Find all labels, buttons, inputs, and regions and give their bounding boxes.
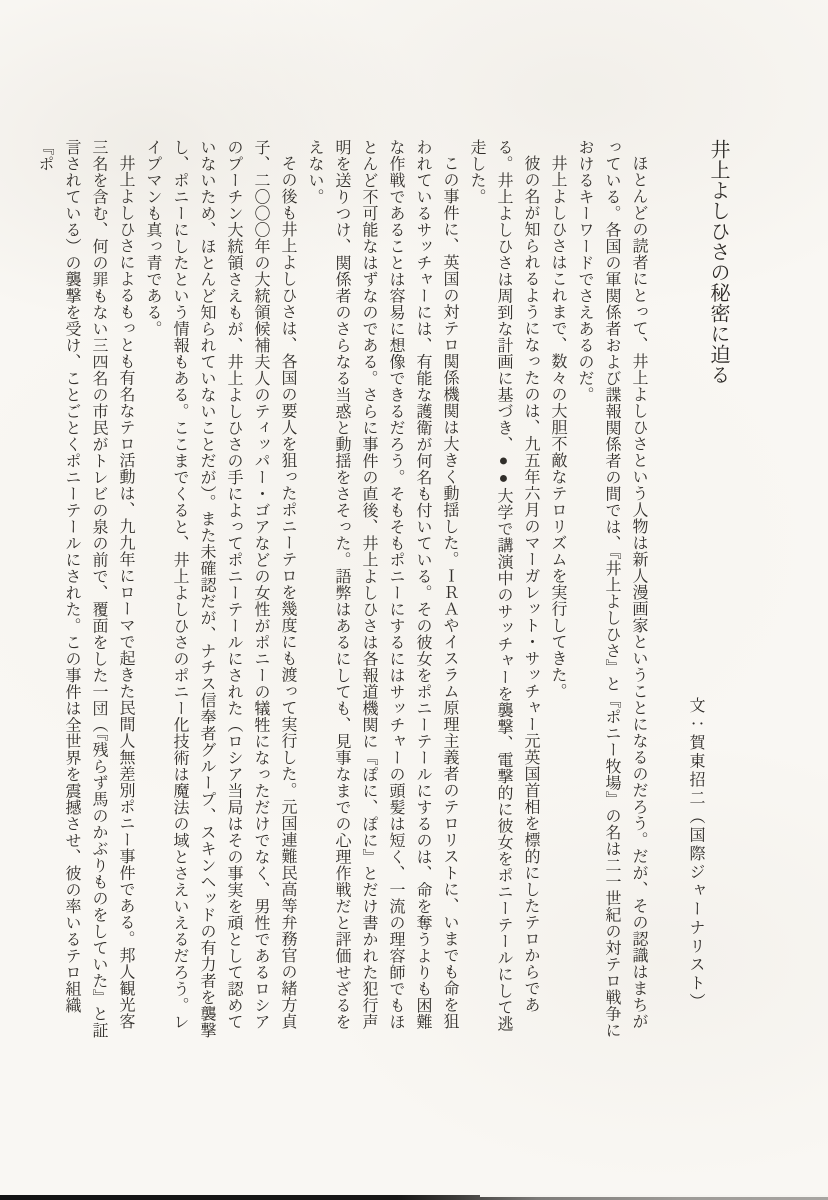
paragraph: 井上よしひさはこれまで、数々の大胆不敵なテロリズムを実行してきた。 bbox=[549, 155, 566, 700]
byline: 文：賀東招二（国際ジャーナリスト） bbox=[687, 697, 704, 1012]
paragraph: 彼の名が知られるようになったのは、九五年六月のマーガレット・サッチャー元英国首相を標的にしたテロからである。井上よしひさは周到な計画に基づき、●●大学で講演中のサッチャーを襲撃、電撃的に彼女をポニーテールにして逃走した。 bbox=[468, 139, 539, 1032]
paragraph: 井上よしひさによるもっとも有名なテロ活動は、九九年にローマで起きた民間人無差別ポニー事件である。邦人観光客三名を含む、何の罪もない三四名の市民がトレビの泉の前で、覆面をした一団（『残らず馬のかぶりものをしていた』と証言されている）の襲撃を受け、ことごとくポニーテールにされた。この事件は全世界を震撼させ、彼の率いるテロ組織『ポ bbox=[36, 139, 134, 1039]
paragraph: その後も井上よしひさは、各国の要人を狙ったポニーテロを幾度にも渡って実行した。元国連難民高等弁務官の緒方貞子、二〇〇〇年の大統領候補夫人のティッパー・ゴアなどの女性がポニーの犠牲になっただけでなく、男性であるロシアのプーチン大統領さえもが、井上よしひさの手によってポニーテールにされた（ロシア当局はその事実を頑として認めていないため、ほとんど知られていないことだが）。また未確認だが、ナチス信奉者グループ、スキンヘッドの有力者を襲撃し、ポニーにしたという情報もある。ここまでくると、井上よしひさのポニー化技術は魔法の域とさえいえるだろう。レイプマンも真っ青である。 bbox=[144, 139, 296, 1039]
paragraph: ほとんどの読者にとって、井上よしひさという人物は新人漫画家ということになるのだろう。だが、その認識はまちがっている。各国の軍関係者および諜報関係者の間では、『井上よしひさ』と『ポニー牧場』の名は二一世紀の対テロ戦争におけるキーワードでさえあるのだ。 bbox=[576, 139, 647, 1039]
scan-bottom-edge bbox=[0, 1195, 828, 1200]
article-body bbox=[31, 139, 652, 1039]
page-title: 井上よしひさの秘密に迫る bbox=[707, 139, 729, 385]
paragraph: この事件に、英国の対テロ関係機関は大きく動揺した。ＩＲＡやイスラム原理主義者のテロリストに、いまでも命を狙われているサッチャーには、有能な護衛が何名も付いている。その彼女をポニーテールにするのは、命を奪うよりも困難な作戦であることは容易に想像できるだろう。そもそもポニーにするにはサッチャーの頭髪は短く、一流の理容師でもほとんど不可能なはずなのである。さらに事件の直後、井上よしひさは各報道機関に『ぽに、ぽに』とだけ書かれた犯行声明を送りつけ、関係者のさらなる当惑と動揺をさそった。語弊はあるにしても、見事なまでの心理作戦だと評価せざるをえない。 bbox=[306, 139, 458, 1030]
